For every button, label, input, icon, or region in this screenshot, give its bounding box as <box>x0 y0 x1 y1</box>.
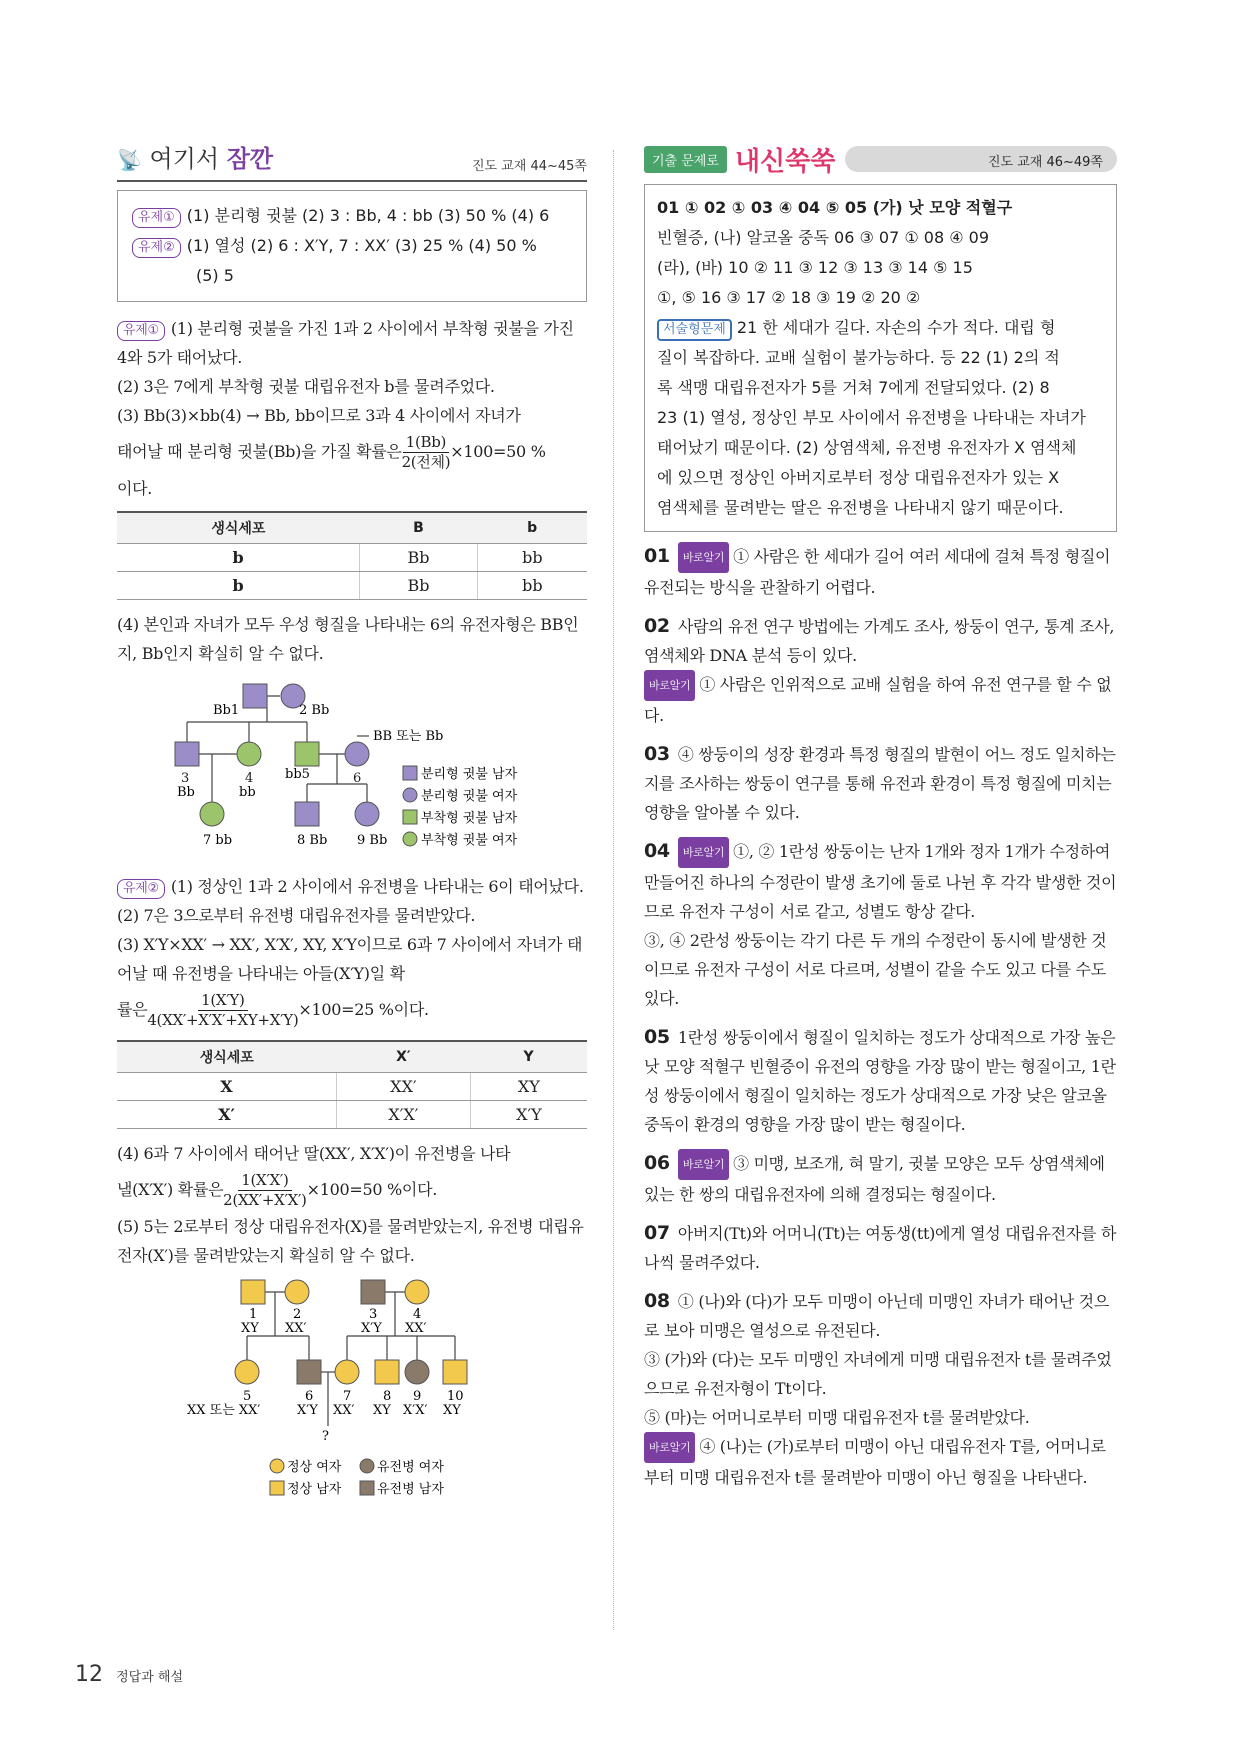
page-number: 12 <box>75 1662 103 1687</box>
person-7-female <box>335 1360 359 1384</box>
exercise-1-explanation: 유제① (1) 분리형 귓불을 가진 1과 2 사이에서 부착형 귓불을 가진 4와 5가 태어났다. (2) 3은 7에게 부착형 귓불 대립유전자 b를 물려주었다. (3) Bb(3)×bb(4) → Bb, bb이므로 3과 4 사이에서 자녀가 태어날 때 분리형 귓불(Bb)을 가질 확률은 $\frac{1(Bb)}{\text{2(전체)}}$ ×100=50 % 이다. 생식세포 B b b Bb bb b Bb bb (4) 본인과 자녀가 모두 우성 형질을 나타내는 6의 유전자형은 BB인지, Bb인지 확실히 알 수 없다. <box>117 314 587 668</box>
svg-text:XX′: XX′ <box>405 1321 427 1336</box>
textbook-ref-right: 진도 교재 46~49쪽 <box>845 146 1117 172</box>
exam-badge: 기출 문제로 <box>644 146 727 173</box>
svg-text:6: 6 <box>305 1389 314 1404</box>
svg-text:Bb: Bb <box>177 785 195 800</box>
person-1-male <box>241 1280 265 1304</box>
svg-text:3: 3 <box>369 1307 378 1322</box>
svg-text:8 Bb: 8 Bb <box>297 833 328 848</box>
svg-text:7: 7 <box>343 1389 352 1404</box>
svg-text:2: 2 <box>293 1307 302 1322</box>
svg-text:9 Bb: 9 Bb <box>357 833 388 848</box>
left-column <box>117 140 587 1506</box>
svg-text:XX′: XX′ <box>285 1321 307 1336</box>
svg-text:1: 1 <box>249 1307 258 1322</box>
svg-text:분리형 귓불 여자: 분리형 귓불 여자 <box>421 789 518 804</box>
svg-text:5: 5 <box>243 1389 252 1404</box>
svg-text:4: 4 <box>245 771 254 786</box>
person-4-female <box>237 742 261 766</box>
explanation-06: 06 바로알기 ③ 미맹, 보조개, 혀 말기, 귓불 모양은 모두 상염색체에 있는 한 쌍의 대립유전자에 의해 결정되는 형질이다. <box>644 1149 1117 1209</box>
page-footer <box>75 1662 183 1687</box>
probability-fraction: $\frac{1(X'X')}{2(XX'+X'X')}$ <box>223 1171 307 1209</box>
svg-text:XY: XY <box>241 1321 259 1336</box>
explanation-01: 01 바로알기 ① 사람은 한 세대가 길어 여러 세대에 걸쳐 특정 형질이 유전되는 방식을 관찰하기 어렵다. <box>644 542 1117 602</box>
svg-text:부착형 귓불 여자: 부착형 귓불 여자 <box>421 833 518 848</box>
svg-text:3: 3 <box>181 771 190 786</box>
pedigree-chart-1 <box>117 674 587 864</box>
textbook-ref: 진도 교재 44~45쪽 <box>471 159 587 174</box>
svg-text:?: ? <box>322 1429 329 1444</box>
person-3-male <box>361 1280 385 1304</box>
svg-text:X′Y: X′Y <box>297 1403 318 1418</box>
person-9-female <box>405 1360 429 1384</box>
svg-text:2 Bb: 2 Bb <box>299 703 330 718</box>
svg-text:bb5: bb5 <box>285 767 310 782</box>
svg-text:4: 4 <box>413 1307 422 1322</box>
person-5-female <box>235 1360 259 1384</box>
person-9-female <box>355 802 379 826</box>
svg-text:BB 또는 Bb: BB 또는 Bb <box>373 729 444 744</box>
svg-text:6: 6 <box>353 771 362 786</box>
explanation-05: 05 1란성 쌍둥이에서 형질이 일치하는 정도가 상대적으로 가장 높은 낫 모양 적혈구 빈혈증이 유전의 영향을 가장 많이 받는 형질이고, 1란성 쌍둥이에서 형질이 일치하는 정도가 상대적으로 가장 낮은 알코올 중독이 환경의 영향을 가장 많이 받는 형질이다. <box>644 1026 1116 1134</box>
explanation-08: 08 ① (나)와 (다)가 모두 미맹이 아닌데 미맹인 자녀가 태어난 것으로 보아 미맹은 열성으로 유전된다. ③ (가)와 (다)는 모두 미맹인 자녀에게 미맹 대립유전자 t를 물려주었으므로 유전자형이 Tt이다. ⑤ (마)는 어머니로부터 미맹 대립유전자 t를 물려받았다. 바로알기 ④ (나)는 (가)로부터 미맹이 아닌 대립유전자 T를, 어머니로부터 미맹 대립유전자 t를 물려받아 미맹이 아닌 형질을 나타낸다. <box>644 1290 1112 1487</box>
answer-box: 유제① (1) 분리형 귓불 (2) 3 : Bb, 4 : bb (3) 50 % (4) 6 유제② (1) 열성 (2) 6 : X′Y, 7 : XX′ (3) 25 % (4) 50 % (5) 5 <box>117 190 587 302</box>
explanation-04: 04 바로알기 ①, ② 1란성 쌍둥이는 난자 1개와 정자 1개가 수정하여 만들어진 하나의 수정란이 발생 초기에 둘로 나뉜 후 각각 발생한 것이므로 유전자 구성이 서로 같고, 성별도 항상 같다. ③, ④ 2란성 쌍둥이는 각기 다른 두 개의 수정란이 동시에 발생한 것이므로 유전자 구성이 서로 다르며, 성별이 같을 수도 있고 다를 수도 있다. <box>644 837 1117 1013</box>
probability-fraction: $\frac{1(X'Y)}{4(XX'+X'X'+XY+X'Y)}$ <box>147 991 299 1029</box>
person-1-male <box>243 684 267 708</box>
svg-text:9: 9 <box>413 1389 422 1404</box>
section-title: 📡 여기서 잠깐 <box>117 145 274 173</box>
right-column <box>644 140 1117 1492</box>
svg-text:정상 남자: 정상 남자 <box>287 1482 342 1497</box>
exercise-tag: 유제② <box>132 238 181 258</box>
person-8-male <box>295 802 319 826</box>
svg-text:XY: XY <box>443 1403 461 1418</box>
person-4-female <box>405 1280 429 1304</box>
punnett-table-1: 생식세포 B b b Bb bb b Bb bb <box>117 511 587 600</box>
svg-text:분리형 귓불 남자: 분리형 귓불 남자 <box>421 767 518 782</box>
explanation-07: 07 아버지(Tt)와 어머니(Tt)는 여동생(tt)에게 열성 대립유전자를 하나씩 물려주었다. <box>644 1222 1117 1272</box>
satellite-icon: 📡 <box>117 148 142 172</box>
section-title-right: 내신쑥쑥 <box>734 146 836 177</box>
section-header-right <box>644 140 1117 178</box>
answer-key-box: 01 ① 02 ① 03 ④ 04 ⑤ 05 (가) 낫 모양 적혈구 빈혈증, (나) 알코올 중독 06 ③ 07 ① 08 ④ 09 (라), (바) 10 ② 11 ③ 12 ③ 13 ③ 14 ⑤ 15 ①, ⑤ 16 ③ 17 ② 18 ③ 19 ② 20 ② 서술형문제 21 한 세대가 길다. 자손의 수가 적다. 대립 형 질이 복잡하다. 교배 실험이 불가능하다. 등 22 (1) 2의 적 록 색맹 대립유전자가 5를 거쳐 7에게 전달되었다. (2) 8 23 (1) 열성, 정상인 부모 사이에서 유전병을 나타내는 자녀가 태어났기 때문이다. (2) 상염색체, 유전병 유전자가 X 염색체 에 있으면 정상인 아버지로부터 정상 대립유전자가 있는 X 염색체를 물려받는 딸은 유전병을 나타내지 않기 때문이다. <box>644 184 1117 532</box>
svg-text:XY: XY <box>373 1403 391 1418</box>
person-6-male <box>297 1360 321 1384</box>
svg-text:10: 10 <box>447 1389 464 1404</box>
svg-text:X′Y: X′Y <box>361 1321 382 1336</box>
explanation-03: 03 ④ 쌍둥이의 성장 환경과 특정 형질의 발현이 어느 정도 일치하는지를 조사하는 쌍둥이 연구를 통해 유전과 환경이 특정 형질에 미치는 영향을 알아볼 수 있다. <box>644 743 1116 822</box>
person-5-male <box>295 742 319 766</box>
person-10-male <box>443 1360 467 1384</box>
essay-tag: 서술형문제 <box>657 319 732 341</box>
probability-fraction: $\frac{1(Bb)}{\text{2(전체)}}$ <box>401 433 451 471</box>
svg-text:8: 8 <box>383 1389 392 1404</box>
exercise-2-explanation: 유제② (1) 정상인 1과 2 사이에서 유전병을 나타내는 6이 태어났다. (2) 7은 3으로부터 유전병 대립유전자를 물려받았다. (3) X′Y×XX′ → XX′, X′X′, XY, X′Y이므로 6과 7 사이에서 자녀가 태어날 때 유전병을 나타내는 아들(X′Y)일 확 률은 $\frac{1(X'Y)}{4(XX'+X'X'+XY+X'Y)}$ ×100=25 %이다. 생식세포 X′ Y X XX′ XY X′ X′X′ X′Y (4) 6과 7 사이에서 태어난 딸(XX′, X′X′)이 유전병을 나타 낼(X′X′) 확률은 $\frac{1(X'X')}{2(XX'+X'X')}$ ×100=50 %이다. (5) 5는 2로부터 정상 대립유전자(X)를 물려받았는지, 유전병 대립유전자(X′)를 물려받았는지 확실히 알 수 없다. <box>117 872 587 1270</box>
svg-text:X′X′: X′X′ <box>403 1403 428 1418</box>
footer-label: 정답과 해설 <box>116 1670 184 1685</box>
person-6-female <box>345 742 369 766</box>
person-3-male <box>175 742 199 766</box>
punnett-table-2: 생식세포 X′ Y X XX′ XY X′ X′X′ X′Y <box>117 1040 587 1129</box>
svg-text:7 bb: 7 bb <box>203 833 233 848</box>
svg-text:부착형 귓불 남자: 부착형 귓불 남자 <box>421 811 518 826</box>
pedigree-chart-2 <box>117 1276 587 1506</box>
svg-text:XX′: XX′ <box>333 1403 355 1418</box>
svg-text:유전병 여자: 유전병 여자 <box>377 1460 444 1475</box>
explanation-02: 02 사람의 유전 연구 방법에는 가계도 조사, 쌍둥이 연구, 통계 조사, 염색체와 DNA 분석 등이 있다. 바로알기 ① 사람은 인위적으로 교배 실험을 하여 유전 연구를 할 수 없다. <box>644 615 1115 725</box>
section-header <box>117 140 587 182</box>
svg-text:bb: bb <box>239 785 256 800</box>
svg-text:유전병 남자: 유전병 남자 <box>377 1482 444 1497</box>
person-2-female <box>285 1280 309 1304</box>
person-8-male <box>375 1360 399 1384</box>
svg-text:Bb1: Bb1 <box>213 703 240 718</box>
person-7-female <box>200 802 224 826</box>
svg-text:XX 또는 XX′: XX 또는 XX′ <box>187 1403 261 1418</box>
svg-text:정상 여자: 정상 여자 <box>287 1460 342 1475</box>
column-divider <box>613 150 614 1630</box>
exercise-tag: 유제① <box>132 208 181 228</box>
